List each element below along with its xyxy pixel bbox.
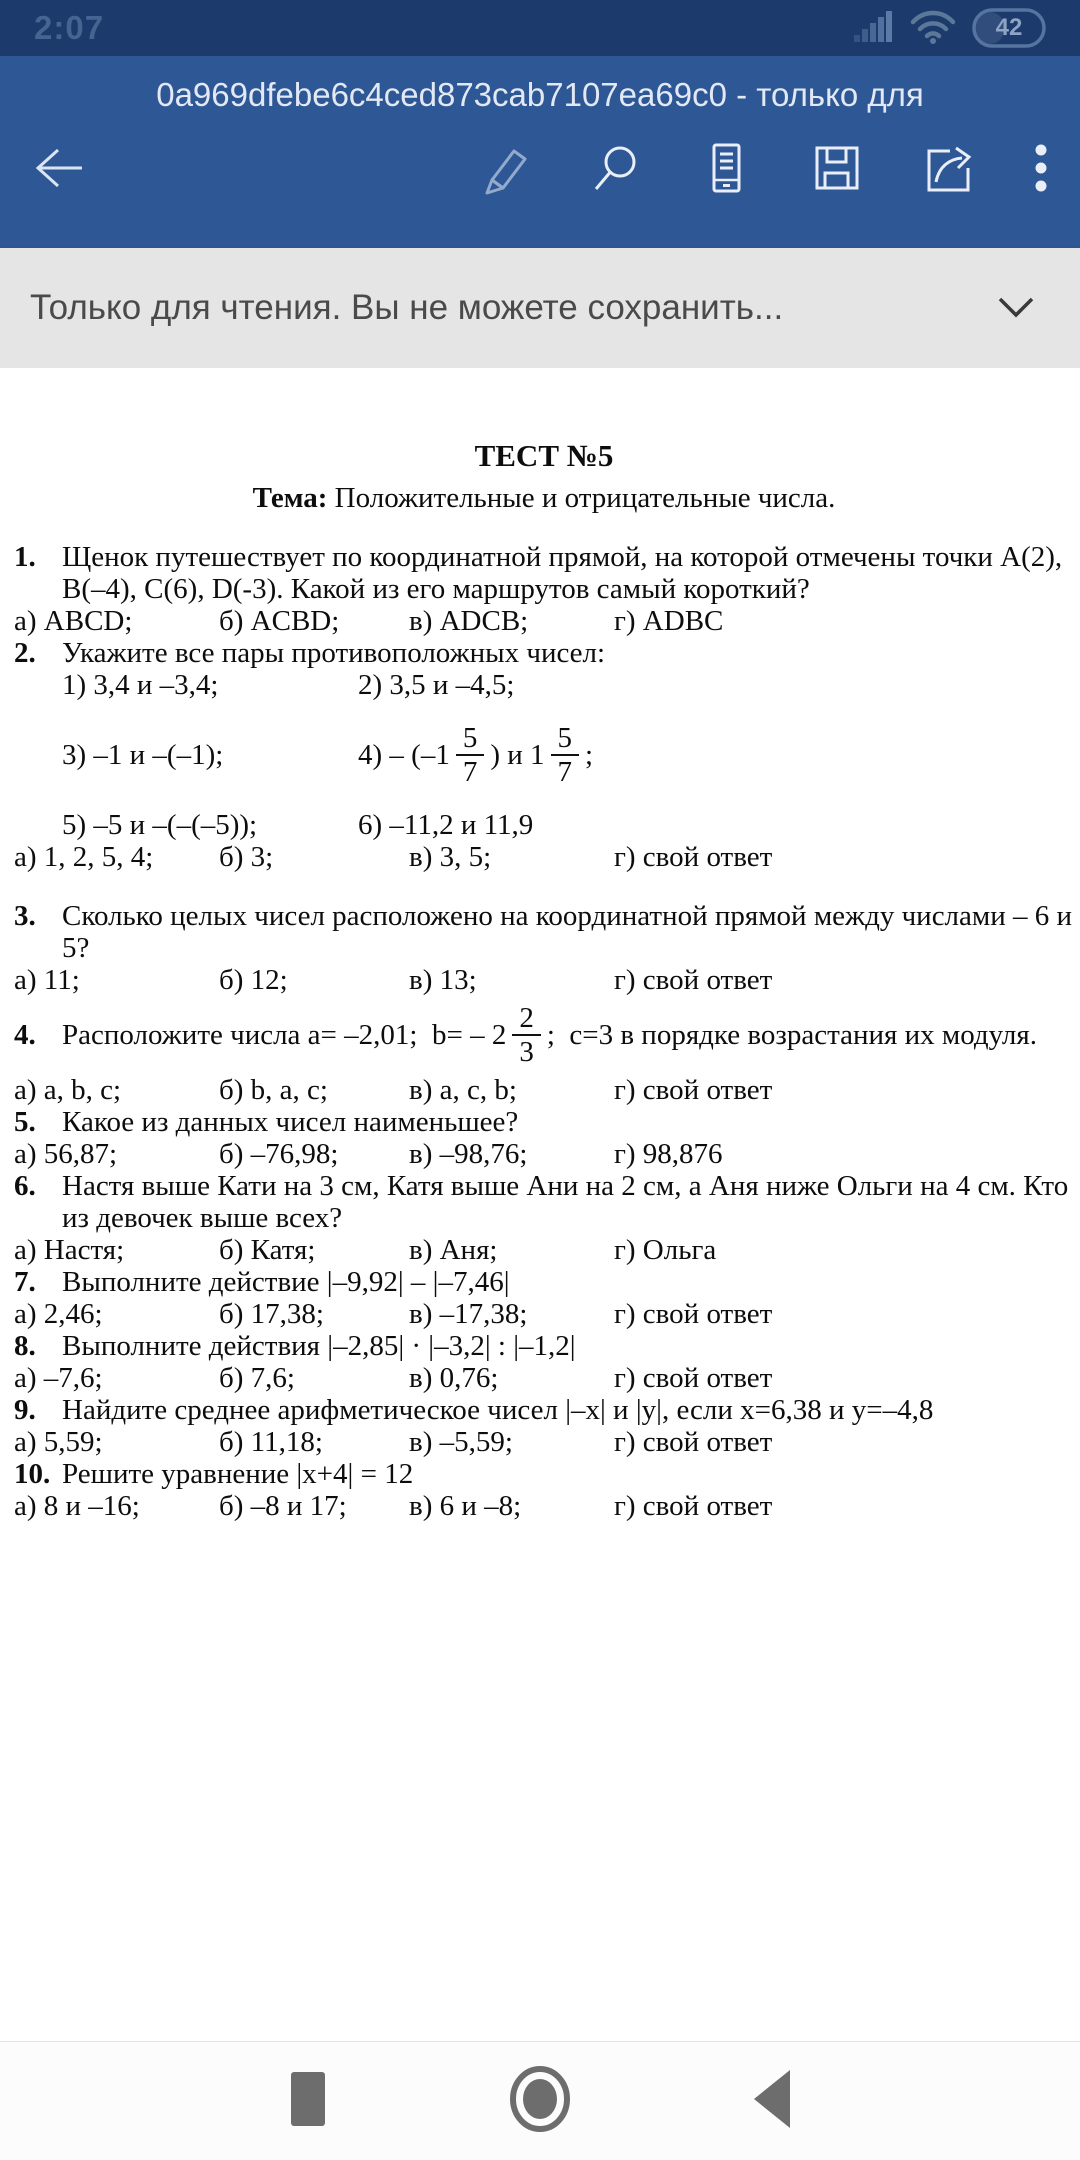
question-number: 7. — [14, 1266, 36, 1298]
search-icon — [590, 140, 642, 196]
option-b: б) 11,18; — [219, 1426, 323, 1458]
option-a: а) 1, 2, 5, 4; — [14, 841, 154, 873]
overflow-menu-button[interactable] — [1034, 140, 1048, 196]
answer-options — [14, 1490, 1074, 1522]
back-nav-button[interactable] — [742, 2061, 802, 2141]
answer-options — [14, 1138, 1074, 1170]
pair-item-6: 6) –11,2 и 11,9 — [358, 809, 534, 841]
android-nav-bar — [0, 2041, 1080, 2160]
option-v: в) 0,76; — [409, 1362, 499, 1394]
question-1 — [14, 541, 1074, 637]
item4-text: ; — [585, 739, 594, 771]
question-3 — [14, 900, 1074, 996]
option-g: г) 98,876 — [614, 1138, 723, 1170]
item4-text: 4) – (–1 — [358, 739, 450, 771]
signal-icon — [854, 9, 894, 48]
option-a: а) 56,87; — [14, 1138, 118, 1170]
option-v: в) Аня; — [409, 1234, 498, 1266]
fraction-numerator: 5 — [456, 723, 485, 756]
save-icon — [810, 140, 862, 196]
question-text: Выполните действие |–9,92| – |–7,46| — [62, 1266, 510, 1298]
answer-options — [14, 1074, 1074, 1106]
option-a: а) 2,46; — [14, 1298, 103, 1330]
answer-options — [14, 841, 1074, 873]
option-a: а) a, b, c; — [14, 1074, 122, 1106]
option-g: г) Ольга — [614, 1234, 717, 1266]
fraction — [512, 1003, 541, 1067]
question-text: Укажите все пары противоположных чисел: — [62, 637, 606, 669]
toolbar — [0, 140, 1080, 196]
question-6 — [14, 1170, 1074, 1266]
pair-item-1: 1) 3,4 и –3,4; — [62, 669, 219, 701]
share-button[interactable] — [920, 140, 976, 196]
toolbar-actions — [480, 140, 1048, 196]
answer-options — [14, 1426, 1074, 1458]
overflow-menu-icon — [1034, 140, 1048, 196]
fraction-numerator: 5 — [551, 723, 580, 756]
edit-icon — [480, 140, 532, 196]
question-7 — [14, 1266, 1074, 1330]
status-bar — [0, 0, 1080, 56]
option-v: в) 6 и –8; — [409, 1490, 522, 1522]
option-b: б) Катя; — [219, 1234, 316, 1266]
option-a: а) 11; — [14, 964, 80, 996]
pair-row-3 — [14, 809, 1074, 841]
home-button[interactable] — [510, 2061, 570, 2141]
chevron-down-icon[interactable] — [996, 295, 1036, 321]
pair-row-1 — [14, 669, 1074, 701]
readonly-banner[interactable] — [0, 248, 1080, 368]
option-v: в) –17,38; — [409, 1298, 528, 1330]
fraction-denominator: 3 — [519, 1036, 534, 1068]
question-text: Щенок путешествует по координатной прямой, на которой отмечены точки А(2), В(–4), С(6), D(-3). Какой из его маршрутов самый короткий? — [62, 541, 1063, 605]
pair-item-5: 5) –5 и –(–(–5)); — [62, 809, 258, 841]
option-g: г) ADBC — [614, 605, 724, 637]
option-b: б) –76,98; — [219, 1138, 339, 1170]
fraction-numerator: 2 — [512, 1003, 541, 1036]
question-10 — [14, 1458, 1074, 1522]
option-g: г) свой ответ — [614, 964, 773, 996]
option-v: в) a, c, b; — [409, 1074, 517, 1106]
option-a: а) 5,59; — [14, 1426, 103, 1458]
pair-item-3: 3) –1 и –(–1); — [62, 739, 224, 771]
pair-item-4 — [358, 723, 593, 787]
option-b: б) 7,6; — [219, 1362, 295, 1394]
option-g: г) свой ответ — [614, 841, 773, 873]
back-button[interactable] — [32, 146, 88, 190]
option-a: а) –7,6; — [14, 1362, 103, 1394]
option-a: а) 8 и –16; — [14, 1490, 140, 1522]
option-b: б) 3; — [219, 841, 274, 873]
edit-button[interactable] — [480, 140, 532, 196]
answer-options — [14, 1362, 1074, 1394]
question-text: Решите уравнение |x+4| = 12 — [62, 1458, 414, 1490]
option-g: г) свой ответ — [614, 1298, 773, 1330]
recents-button[interactable] — [278, 2061, 338, 2141]
option-b: б) 12; — [219, 964, 288, 996]
recents-icon — [291, 2072, 325, 2131]
fraction-denominator: 7 — [557, 756, 573, 788]
question-number: 10. — [14, 1458, 51, 1490]
fraction — [551, 723, 580, 787]
save-button[interactable] — [810, 140, 862, 196]
clock: 2:07 — [34, 9, 105, 46]
option-v: в) 3, 5; — [409, 841, 492, 873]
battery-icon — [972, 8, 1046, 48]
question-text: Сколько целых чисел расположено на координатной прямой между числами – 6 и 5? — [62, 900, 1073, 964]
question-text: Найдите среднее арифметическое чисел |–x| и |y|, если x=6,38 и y=–4,8 — [62, 1394, 934, 1426]
question-number: 5. — [14, 1106, 36, 1138]
option-g: г) свой ответ — [614, 1362, 773, 1394]
share-icon — [920, 140, 976, 196]
option-v: в) –5,59; — [409, 1426, 513, 1458]
question-number: 2. — [14, 637, 36, 669]
q4-text: ; c=3 в порядке возрастания их модуля. — [546, 1019, 1037, 1051]
question-9 — [14, 1394, 1074, 1458]
doc-theme-line — [14, 482, 1074, 514]
option-g: г) свой ответ — [614, 1074, 773, 1106]
answer-options — [14, 605, 1074, 637]
doc-theme-label: Тема: — [252, 482, 328, 514]
question-text: Выполните действия |–2,85| · |–3,2| : |–1,2| — [62, 1330, 576, 1362]
option-b: б) 17,38; — [219, 1298, 324, 1330]
answer-options — [14, 1298, 1074, 1330]
pair-row-2 — [14, 701, 1074, 809]
home-icon — [509, 2066, 571, 2137]
nav-back-icon — [754, 2070, 790, 2133]
question-text: Настя выше Кати на 3 см, Катя выше Ани на 2 см, а Аня ниже Ольги на 4 см. Кто из девочек выше всех? — [62, 1170, 1069, 1234]
readonly-message: Только для чтения. Вы не можете сохранить... — [30, 288, 784, 327]
question-4 — [14, 996, 1074, 1106]
doc-heading: ТЕСТ №5 — [474, 438, 614, 473]
item4-text: ) и 1 — [490, 739, 545, 771]
option-v: в) ADCB; — [409, 605, 529, 637]
status-icons — [854, 8, 1046, 49]
option-g: г) свой ответ — [614, 1426, 773, 1458]
option-g: г) свой ответ — [614, 1490, 773, 1522]
fraction — [456, 723, 485, 787]
question-2 — [14, 637, 1074, 873]
pair-item-2: 2) 3,5 и –4,5; — [358, 669, 515, 701]
back-icon — [32, 146, 88, 190]
question-text: Какое из данных чисел наименьшее? — [62, 1106, 519, 1138]
question-number: 3. — [14, 900, 36, 932]
question-number: 9. — [14, 1394, 36, 1426]
q4-text: Расположите числа a= –2,01; b= – 2 — [62, 1019, 507, 1051]
option-v: в) –98,76; — [409, 1138, 528, 1170]
question-number: 6. — [14, 1170, 36, 1202]
option-v: в) 13; — [409, 964, 477, 996]
option-b: б) ACBD; — [219, 605, 340, 637]
app-bar — [0, 56, 1080, 248]
answer-options — [14, 964, 1074, 996]
doc-theme-text: Положительные и отрицательные числа. — [327, 482, 836, 514]
question-number: 8. — [14, 1330, 36, 1362]
option-b: б) –8 и 17; — [219, 1490, 347, 1522]
answer-options — [14, 1234, 1074, 1266]
question-text — [62, 1003, 1037, 1067]
question-5 — [14, 1106, 1074, 1170]
question-number: 4. — [14, 1019, 36, 1051]
search-button[interactable] — [590, 140, 642, 196]
document-title-bar: 0a969dfebe6c4ced873cab7107ea69c0 - только для — [156, 76, 924, 113]
fraction-denominator: 7 — [462, 756, 478, 788]
option-a: а) ABCD; — [14, 605, 133, 637]
battery-percent: 42 — [995, 14, 1023, 41]
question-8 — [14, 1330, 1074, 1394]
mobile-view-icon — [700, 140, 752, 196]
document-scroll-area[interactable] — [0, 368, 1080, 2042]
mobile-view-button[interactable] — [700, 140, 752, 196]
option-a: а) Настя; — [14, 1234, 125, 1266]
question-number: 1. — [14, 541, 36, 573]
wifi-icon — [910, 8, 956, 49]
option-b: б) b, a, c; — [219, 1074, 328, 1106]
